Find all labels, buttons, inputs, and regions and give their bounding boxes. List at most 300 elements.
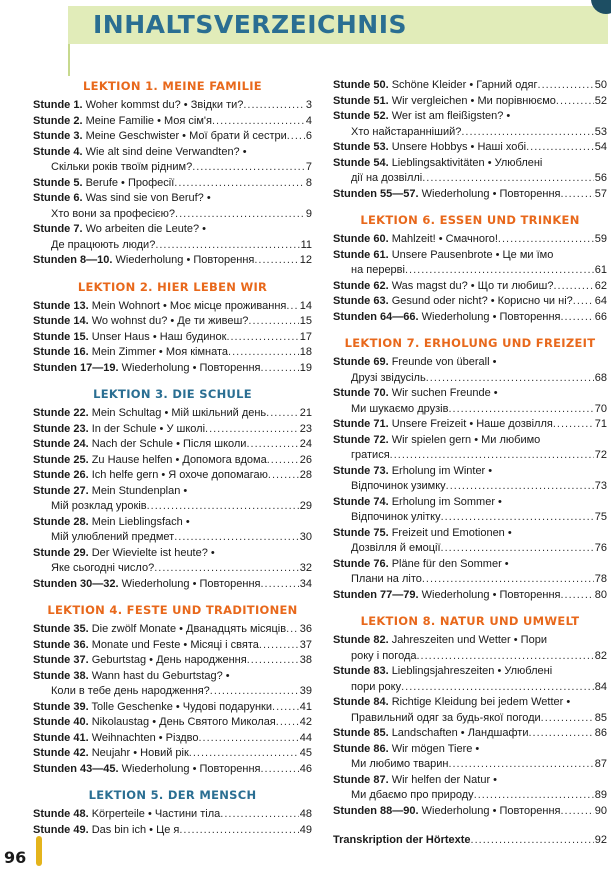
entry-text — [33, 622, 286, 638]
page-header — [0, 0, 611, 60]
entry-page-number: 72 — [594, 449, 607, 461]
toc-entry[interactable] — [333, 187, 607, 203]
dot-leader — [560, 310, 593, 326]
entry-title: Ми шукаємо друзів — [351, 402, 449, 415]
entry-text — [333, 696, 570, 708]
entry-text — [333, 356, 496, 368]
entry-label: Stunde 54. — [333, 156, 389, 169]
toc-entry[interactable] — [33, 361, 312, 377]
entry-label: Stunde 26. — [33, 469, 89, 481]
toc-entry[interactable] — [333, 248, 607, 279]
entry-title: Wer ist am fleißigsten? • — [391, 110, 511, 122]
toc-entry[interactable] — [33, 468, 312, 484]
toc-entry-line — [33, 207, 312, 223]
entry-title: Unsere Pausenbrote • Це ми їмо — [391, 248, 554, 261]
entry-text — [51, 238, 155, 254]
dot-leader — [154, 561, 299, 577]
toc-entry[interactable] — [333, 726, 607, 742]
entry-label: Stunde 60. — [333, 233, 389, 245]
toc-entry-line — [33, 669, 312, 685]
toc-entry[interactable] — [33, 191, 312, 222]
dot-leader — [220, 807, 298, 823]
toc-entry[interactable] — [333, 78, 607, 94]
toc-entry[interactable] — [33, 453, 312, 469]
entry-page-number: 52 — [594, 94, 607, 107]
page-number: 96 — [4, 848, 27, 867]
entry-label: Stunde 51. — [333, 94, 389, 107]
entry-title: Wo arbeiten die Leute? • — [85, 223, 207, 235]
toc-entry-line — [333, 386, 607, 402]
toc-entry[interactable] — [33, 176, 312, 192]
toc-entry-line — [33, 437, 312, 453]
dot-leader — [553, 417, 594, 433]
section-title: LEKTION 1. MEINE FAMILIE — [83, 79, 262, 93]
entry-title: гратися — [351, 449, 390, 461]
toc-entry[interactable] — [333, 464, 607, 495]
dot-leader — [560, 804, 593, 820]
entry-title: Erholung im Sommer • — [391, 495, 502, 508]
entry-title: Wir suchen Freunde • — [391, 387, 498, 399]
entry-title: Мій розклад уроків — [51, 500, 147, 512]
entry-text — [333, 774, 497, 786]
entry-label: Stunde 2. — [33, 114, 83, 127]
entry-text — [333, 187, 560, 203]
entry-page-number: 70 — [594, 402, 607, 415]
entry-text — [33, 653, 247, 669]
entry-text — [333, 417, 553, 433]
dot-leader — [448, 757, 593, 773]
toc-entry-line — [33, 622, 312, 638]
toc-entry[interactable] — [33, 653, 312, 669]
entry-label: Stunde 42. — [33, 747, 89, 759]
entry-page-number: 57 — [594, 187, 607, 200]
entry-page-number: 23 — [299, 422, 312, 435]
entry-label: Stunde 23. — [33, 422, 89, 435]
entry-page-number: 30 — [299, 531, 312, 543]
entry-label: Stunde 61. — [333, 248, 389, 261]
entry-page-number: 66 — [594, 310, 607, 323]
toc-entry[interactable] — [333, 94, 607, 110]
entry-label: Stunden 43—45. — [33, 762, 119, 775]
toc-entry[interactable] — [33, 700, 312, 716]
entry-title: Wiederholung • Повторення — [115, 254, 255, 266]
entry-page-number: 15 — [299, 315, 312, 327]
entry-title: Landschaften • Ландшафти — [391, 727, 529, 739]
dot-leader — [416, 649, 593, 665]
toc-entry[interactable] — [33, 299, 312, 315]
entry-text — [351, 510, 441, 526]
entry-text — [33, 192, 211, 204]
entry-title: Коли в тебе день народження? — [51, 685, 210, 697]
toc-entry[interactable] — [333, 109, 607, 140]
dot-leader — [498, 232, 594, 248]
entry-title: Die zwölf Monate • Дванадцять місяців — [91, 623, 287, 635]
entry-label: Stunde 7. — [33, 223, 83, 235]
entry-title: Woher kommst du? • Звідки ти? — [85, 99, 244, 111]
dot-leader — [461, 125, 593, 141]
dot-leader — [426, 371, 594, 387]
toc-entry-line — [333, 788, 607, 804]
entry-title: Jahreszeiten und Wetter • Пори — [391, 634, 547, 646]
entry-page-number: 37 — [299, 638, 312, 651]
entry-page-number: 46 — [299, 762, 312, 775]
page-tab-marker — [36, 836, 42, 866]
entry-title: Відпочинок улітку — [351, 511, 441, 523]
toc-entry-line — [333, 109, 607, 125]
entry-text — [33, 547, 215, 559]
decorative-rule — [68, 44, 70, 76]
entry-text — [33, 762, 260, 778]
dot-leader — [260, 361, 298, 377]
toc-entry[interactable] — [333, 310, 607, 326]
dot-leader — [243, 98, 305, 114]
entry-label: Stunde 87. — [333, 773, 389, 786]
entry-text — [33, 176, 174, 192]
entry-label: Stunde 74. — [333, 495, 389, 508]
entry-text — [33, 731, 199, 747]
entry-text — [333, 558, 509, 570]
entry-title: Freunde von überall • — [391, 356, 497, 368]
dot-leader — [155, 238, 299, 254]
dot-leader — [474, 788, 594, 804]
toc-entry[interactable] — [333, 633, 607, 664]
dot-leader — [441, 541, 594, 557]
entry-text — [33, 422, 205, 438]
entry-title: Gesund oder nicht? • Корисно чи ні? — [391, 295, 573, 307]
entry-page-number: 85 — [594, 711, 607, 724]
entry-page-number: 42 — [299, 716, 312, 728]
toc-entry-line — [33, 577, 312, 593]
entry-page-number: 44 — [299, 731, 312, 744]
entry-page-number: 64 — [594, 295, 607, 307]
toc-entry[interactable] — [33, 330, 312, 346]
toc-entry-line — [333, 773, 607, 789]
entry-title: In der Schule • У школі — [91, 422, 206, 435]
entry-title: Ich helfe gern • Я охоче допомагаю — [91, 469, 268, 481]
toc-entry[interactable] — [33, 577, 312, 593]
entry-page-number: 75 — [594, 511, 607, 523]
entry-title: Lieblingsaktivitäten • Улюблені — [391, 156, 543, 169]
toc-entry-line — [333, 742, 607, 758]
toc-entry[interactable] — [33, 406, 312, 422]
toc-entry[interactable] — [333, 279, 607, 295]
dot-leader — [272, 700, 299, 716]
entry-label: Stunde 15. — [33, 330, 89, 343]
entry-title: Lieblingsjahreszeiten • Улюблені — [391, 665, 553, 677]
section-title: LEKTION 7. ERHOLUNG UND FREIZEIT — [344, 336, 596, 350]
entry-title: Pläne für den Sommer • — [391, 557, 509, 570]
entry-label: Stunde 16. — [33, 346, 89, 358]
toc-entry[interactable] — [33, 669, 312, 700]
entry-text — [333, 804, 560, 820]
entry-text — [351, 402, 448, 418]
entry-title: Meine Familie • Моя сім'я — [85, 114, 212, 127]
entry-page-number: 21 — [299, 407, 312, 419]
toc-entry-line — [333, 464, 607, 480]
entry-label: Stunden 88—90. — [333, 804, 419, 817]
toc-entry[interactable] — [33, 746, 312, 762]
entry-text — [351, 171, 422, 187]
toc-entry-line — [333, 433, 607, 449]
entry-title: Freizeit und Emotionen • — [391, 526, 512, 539]
entry-page-number: 48 — [299, 808, 312, 820]
toc-entry[interactable] — [333, 695, 607, 726]
transcript-entry[interactable] — [333, 833, 607, 849]
entry-text — [33, 715, 276, 731]
dot-leader — [401, 680, 594, 696]
entry-text — [33, 114, 212, 130]
toc-entry[interactable] — [33, 638, 312, 654]
entry-label: Stunde 38. — [33, 669, 89, 682]
toc-entry-line — [333, 541, 607, 557]
toc-entry[interactable] — [333, 355, 607, 386]
toc-entry-line — [333, 510, 607, 526]
toc-entry[interactable] — [33, 762, 312, 778]
toc-entry-line — [333, 633, 607, 649]
toc-entry[interactable] — [33, 253, 312, 269]
entry-label: Stunden 30—32. — [33, 577, 119, 590]
entry-title: Wir helfen der Natur • — [391, 773, 498, 786]
dot-leader — [448, 402, 593, 418]
entry-label: Stunde 3. — [33, 130, 83, 142]
toc-entry[interactable] — [33, 145, 312, 176]
toc-entry[interactable] — [33, 422, 312, 438]
toc-entry[interactable] — [33, 807, 312, 823]
toc-entry[interactable] — [333, 294, 607, 310]
entry-page-number: 78 — [594, 573, 607, 585]
entry-title: Geburtstag • День народження — [91, 654, 247, 666]
entry-page-number: 68 — [594, 371, 607, 384]
entry-text — [33, 253, 254, 269]
toc-entry[interactable] — [33, 437, 312, 453]
entry-text — [333, 588, 560, 604]
toc-entry-line — [333, 232, 607, 248]
entry-page-number: 29 — [299, 500, 312, 512]
entry-text — [351, 479, 446, 495]
entry-label: Stunde 35. — [33, 623, 89, 635]
toc-entry-line — [33, 98, 312, 114]
dot-leader — [441, 510, 594, 526]
toc-entry[interactable] — [33, 731, 312, 747]
toc-entry[interactable] — [33, 114, 312, 130]
entry-text — [333, 434, 540, 446]
toc-entry-line — [33, 160, 312, 176]
entry-title: Mein Wohnort • Моє місце проживання — [91, 299, 287, 312]
toc-entry[interactable] — [333, 433, 607, 464]
entry-title: Unser Haus • Наш будинок — [91, 330, 227, 343]
entry-text — [33, 223, 206, 235]
toc-entry-line — [33, 684, 312, 700]
dot-leader — [254, 253, 298, 269]
toc-entry[interactable] — [33, 823, 312, 839]
entry-title: Mahlzeit! • Смачного! — [391, 233, 498, 245]
entry-page-number: 12 — [299, 254, 312, 266]
dot-leader — [147, 499, 299, 515]
toc-entry-line — [33, 546, 312, 562]
entry-text — [33, 361, 260, 377]
entry-label: Stunde 84. — [333, 696, 389, 708]
dot-leader — [405, 263, 594, 279]
entry-label: Stunde 39. — [33, 700, 89, 713]
entry-title: Was sind sie von Beruf? • — [85, 192, 211, 204]
entry-title: Berufe • Професії — [85, 176, 175, 189]
entry-label: Stunde 25. — [33, 453, 89, 466]
entry-label: Stunde 5. — [33, 176, 83, 189]
toc-entry-line — [333, 695, 607, 711]
entry-title: Мій улюблений предмет — [51, 531, 175, 543]
entry-page-number: 53 — [594, 125, 607, 138]
entry-title: Ми дбаємо про природу — [351, 789, 474, 801]
entry-text — [33, 638, 259, 654]
entry-text — [33, 468, 268, 484]
section-title: LEKTION 4. FESTE UND TRADITIONEN — [47, 603, 298, 617]
entry-title: Дозвілля й емоції — [351, 542, 441, 554]
entry-text — [351, 788, 474, 804]
toc-entry[interactable] — [33, 222, 312, 253]
toc-entry[interactable] — [333, 386, 607, 417]
toc-entry[interactable] — [333, 588, 607, 604]
entry-title: Mein Zimmer • Моя кімната — [91, 346, 229, 358]
toc-entry-line — [333, 664, 607, 680]
entry-title: Wir mögen Tiere • — [391, 742, 480, 755]
entry-title: Wann hast du Geburtstag? • — [91, 669, 230, 682]
entry-text — [33, 453, 267, 469]
entry-title: дії на дозвіллі — [351, 172, 423, 184]
entry-text — [333, 140, 526, 156]
entry-title: на перерві — [351, 264, 405, 276]
entry-text — [333, 527, 512, 539]
entry-title: Was magst du? • Що ти любиш? — [391, 279, 554, 292]
toc-entry[interactable] — [33, 715, 312, 731]
toc-entry-line — [33, 345, 312, 361]
toc-entry-line — [333, 479, 607, 495]
entry-text — [351, 448, 390, 464]
toc-entry[interactable] — [33, 314, 312, 330]
entry-page-number: 7 — [305, 161, 312, 173]
toc-entry-line — [33, 700, 312, 716]
entry-page-number: 36 — [299, 623, 312, 635]
entry-page-number: 41 — [299, 700, 312, 713]
entry-text — [333, 743, 479, 755]
toc-entry[interactable] — [33, 98, 312, 114]
dot-leader — [246, 437, 298, 453]
toc-entry[interactable] — [33, 484, 312, 515]
dot-leader — [268, 468, 299, 484]
dot-leader — [248, 314, 298, 330]
toc-entry-line — [333, 526, 607, 542]
toc-entry[interactable] — [333, 140, 607, 156]
entry-title: пори року — [351, 680, 402, 693]
toc-entry[interactable] — [333, 773, 607, 804]
section-title: LEKTION 3. DIE SCHULE — [93, 387, 252, 401]
entry-text — [33, 823, 179, 839]
toc-entry-line — [33, 222, 312, 238]
dot-leader — [174, 176, 305, 192]
dot-leader — [471, 833, 594, 849]
toc-entry-line — [33, 145, 312, 161]
entry-title: Wiederholung • Повторення — [121, 577, 261, 590]
toc-entry[interactable] — [33, 345, 312, 361]
entry-text — [33, 485, 187, 497]
dot-leader — [189, 746, 299, 762]
toc-entry[interactable] — [333, 664, 607, 695]
entry-page-number: 24 — [299, 438, 312, 450]
transcript-page-number: 92 — [594, 834, 607, 846]
entry-label: Stunde 28. — [33, 515, 89, 528]
entry-text — [351, 125, 461, 141]
entry-page-number: 82 — [594, 649, 607, 662]
toc-entry[interactable] — [33, 546, 312, 577]
toc-entry-line — [33, 530, 312, 546]
toc-entry[interactable] — [333, 742, 607, 773]
entry-text — [351, 649, 416, 665]
entry-label: Stunde 75. — [333, 526, 389, 539]
toc-entry-line — [33, 114, 312, 130]
entry-page-number: 71 — [594, 418, 607, 430]
entry-label: Stunde 73. — [333, 464, 389, 477]
toc-entry[interactable] — [333, 417, 607, 433]
toc-entry[interactable] — [333, 804, 607, 820]
entry-label: Stunde 1. — [33, 99, 83, 111]
entry-page-number: 62 — [594, 279, 607, 292]
entry-title: Wie alt sind deine Verwandten? • — [85, 145, 247, 158]
dot-leader — [192, 160, 305, 176]
entry-title: Відпочинок узимку — [351, 480, 446, 492]
entry-text — [351, 541, 441, 557]
entry-label: Stunden 17—19. — [33, 361, 119, 374]
entry-title: Wiederholung • Повторення — [421, 310, 561, 323]
toc-entry[interactable] — [333, 526, 607, 557]
toc-entry-line — [333, 310, 607, 326]
dot-leader — [553, 279, 593, 295]
toc-entry-line — [33, 453, 312, 469]
entry-page-number: 17 — [299, 330, 312, 343]
entry-title: Wiederholung • Повторення — [421, 588, 561, 601]
entry-label: Stunde 72. — [333, 433, 389, 446]
toc-entry[interactable] — [33, 622, 312, 638]
entry-title: Zu Hause helfen • Допомога вдома — [91, 453, 267, 466]
entry-page-number: 80 — [594, 588, 607, 601]
entry-text — [351, 371, 426, 387]
toc-entry[interactable] — [33, 129, 312, 145]
toc-entry-line — [333, 726, 607, 742]
entry-page-number: 38 — [299, 654, 312, 666]
entry-page-number: 61 — [594, 264, 607, 276]
toc-entry-line — [33, 238, 312, 254]
entry-page-number: 34 — [299, 577, 312, 590]
entry-label: Stunden 8—10. — [33, 254, 113, 266]
toc-entry[interactable] — [333, 557, 607, 588]
toc-entry-line — [333, 557, 607, 573]
entry-text — [333, 78, 538, 94]
toc-entry[interactable] — [333, 156, 607, 187]
toc-entry-line — [33, 807, 312, 823]
toc-entry[interactable] — [33, 515, 312, 546]
entry-label: Stunde 71. — [333, 418, 389, 430]
entry-title: року і погода — [351, 649, 417, 662]
toc-entry[interactable] — [333, 495, 607, 526]
dot-leader — [287, 129, 305, 145]
entry-text — [333, 496, 502, 508]
entry-text — [33, 437, 246, 453]
dot-leader — [422, 572, 594, 588]
entry-page-number: 39 — [299, 685, 312, 697]
entry-text — [33, 299, 286, 315]
entry-title: Unsere Freizeit • Наше дозвілля — [391, 418, 553, 430]
entry-text — [51, 530, 174, 546]
toc-entry[interactable] — [333, 232, 607, 248]
dot-leader — [446, 479, 594, 495]
